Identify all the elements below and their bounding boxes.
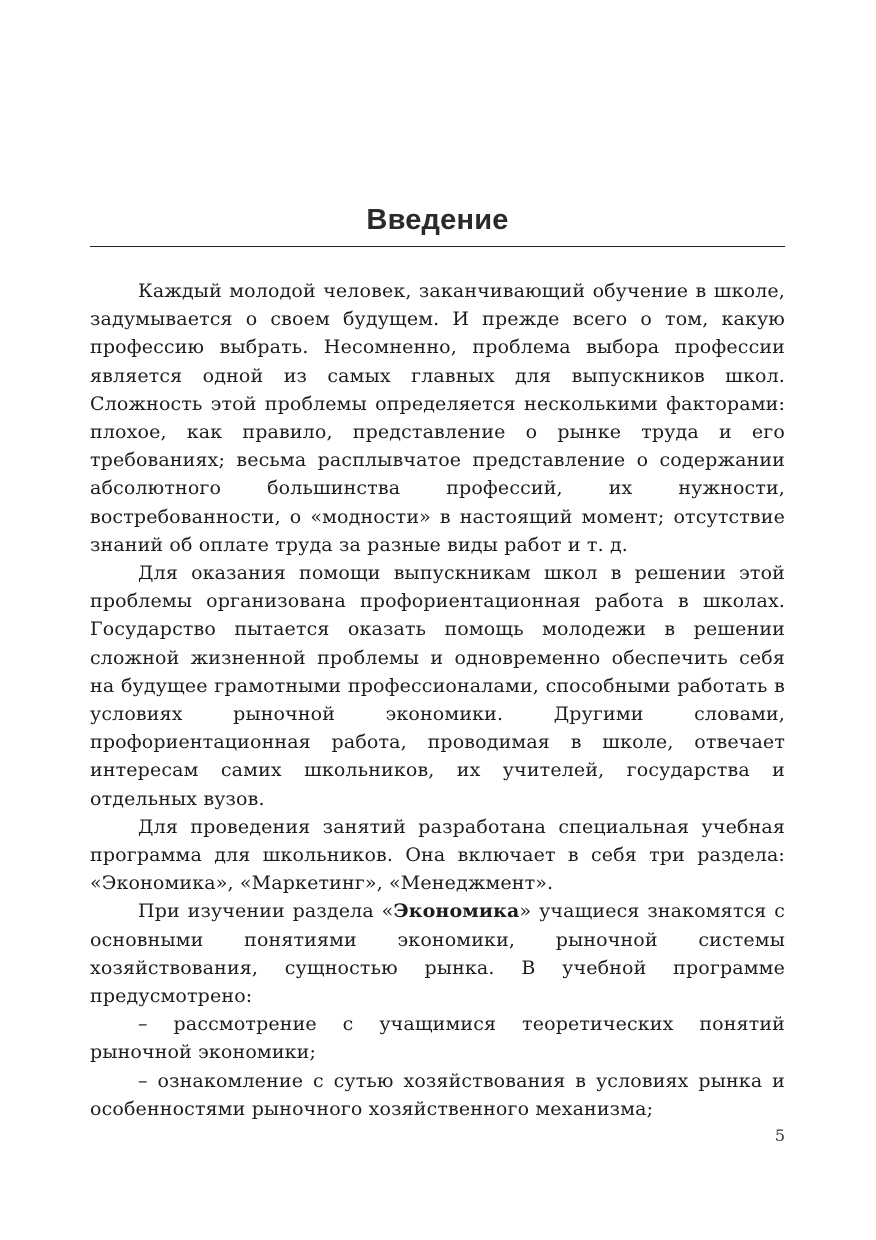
body-text — [90, 277, 785, 1123]
paragraph-curriculum: Для проведения занятий разработана специальная учебная программа для школьников. Она включает в себя три раздела: «Экономика», «Маркетинг», «Менеджмент». — [90, 815, 785, 895]
paragraph-economics-section — [90, 897, 785, 1010]
economics-text-after: » учащиеся знакомятся с основными понятиями экономики, рыночной системы хозяйствования, сущностью рынка. В учебной программе предусмотрено: — [90, 900, 785, 1008]
economics-text-before: При изучении раздела « — [138, 900, 394, 923]
list-item: – рассмотрение с учащимися теоретических понятий рыночной экономики; — [90, 1013, 785, 1064]
paragraph-intro: Каждый молодой человек, заканчивающий обучение в школе, задумывается о своем будущем. И прежде всего о том, какую профессию выбрать. Несомненно, проблема выбора профессии является одной из самых главных для выпускников школ. Сложность этой проблемы определяется несколькими факторами: плохое, как правило, представление о рынке труда и его требованиях; весьма расплывчатое представление о содержании абсолютного большинства профессий, их нужности, востребованности, о «модности» в настоящий момент; отсутствие знаний об оплате труда за разные виды работ и т. д. — [90, 280, 785, 556]
paragraph-career-guidance: Для оказания помощи выпускникам школ в решении этой проблемы организована профориентационная работа в школах. Государство пытается оказать помощь молодежи в решении сложной жизненной проблемы и одновременно обеспечить себя на будущее грамотными профессионалами, способными работать в условиях рыночной экономики. Другими словами, профориентационная работа, проводимая в школе, отвечает интересам самих школьников, их учителей, государства и отдельных вузов. — [90, 562, 785, 810]
page — [90, 0, 785, 1240]
economics-term: Экономика — [393, 900, 520, 923]
title-underline — [90, 246, 785, 247]
page-number: 5 — [774, 1126, 785, 1145]
list-item: – ознакомление с сутью хозяйствования в условиях рынка и особенностями рыночного хозяйственного механизма; — [90, 1069, 785, 1120]
page-title: Введение — [366, 204, 509, 236]
